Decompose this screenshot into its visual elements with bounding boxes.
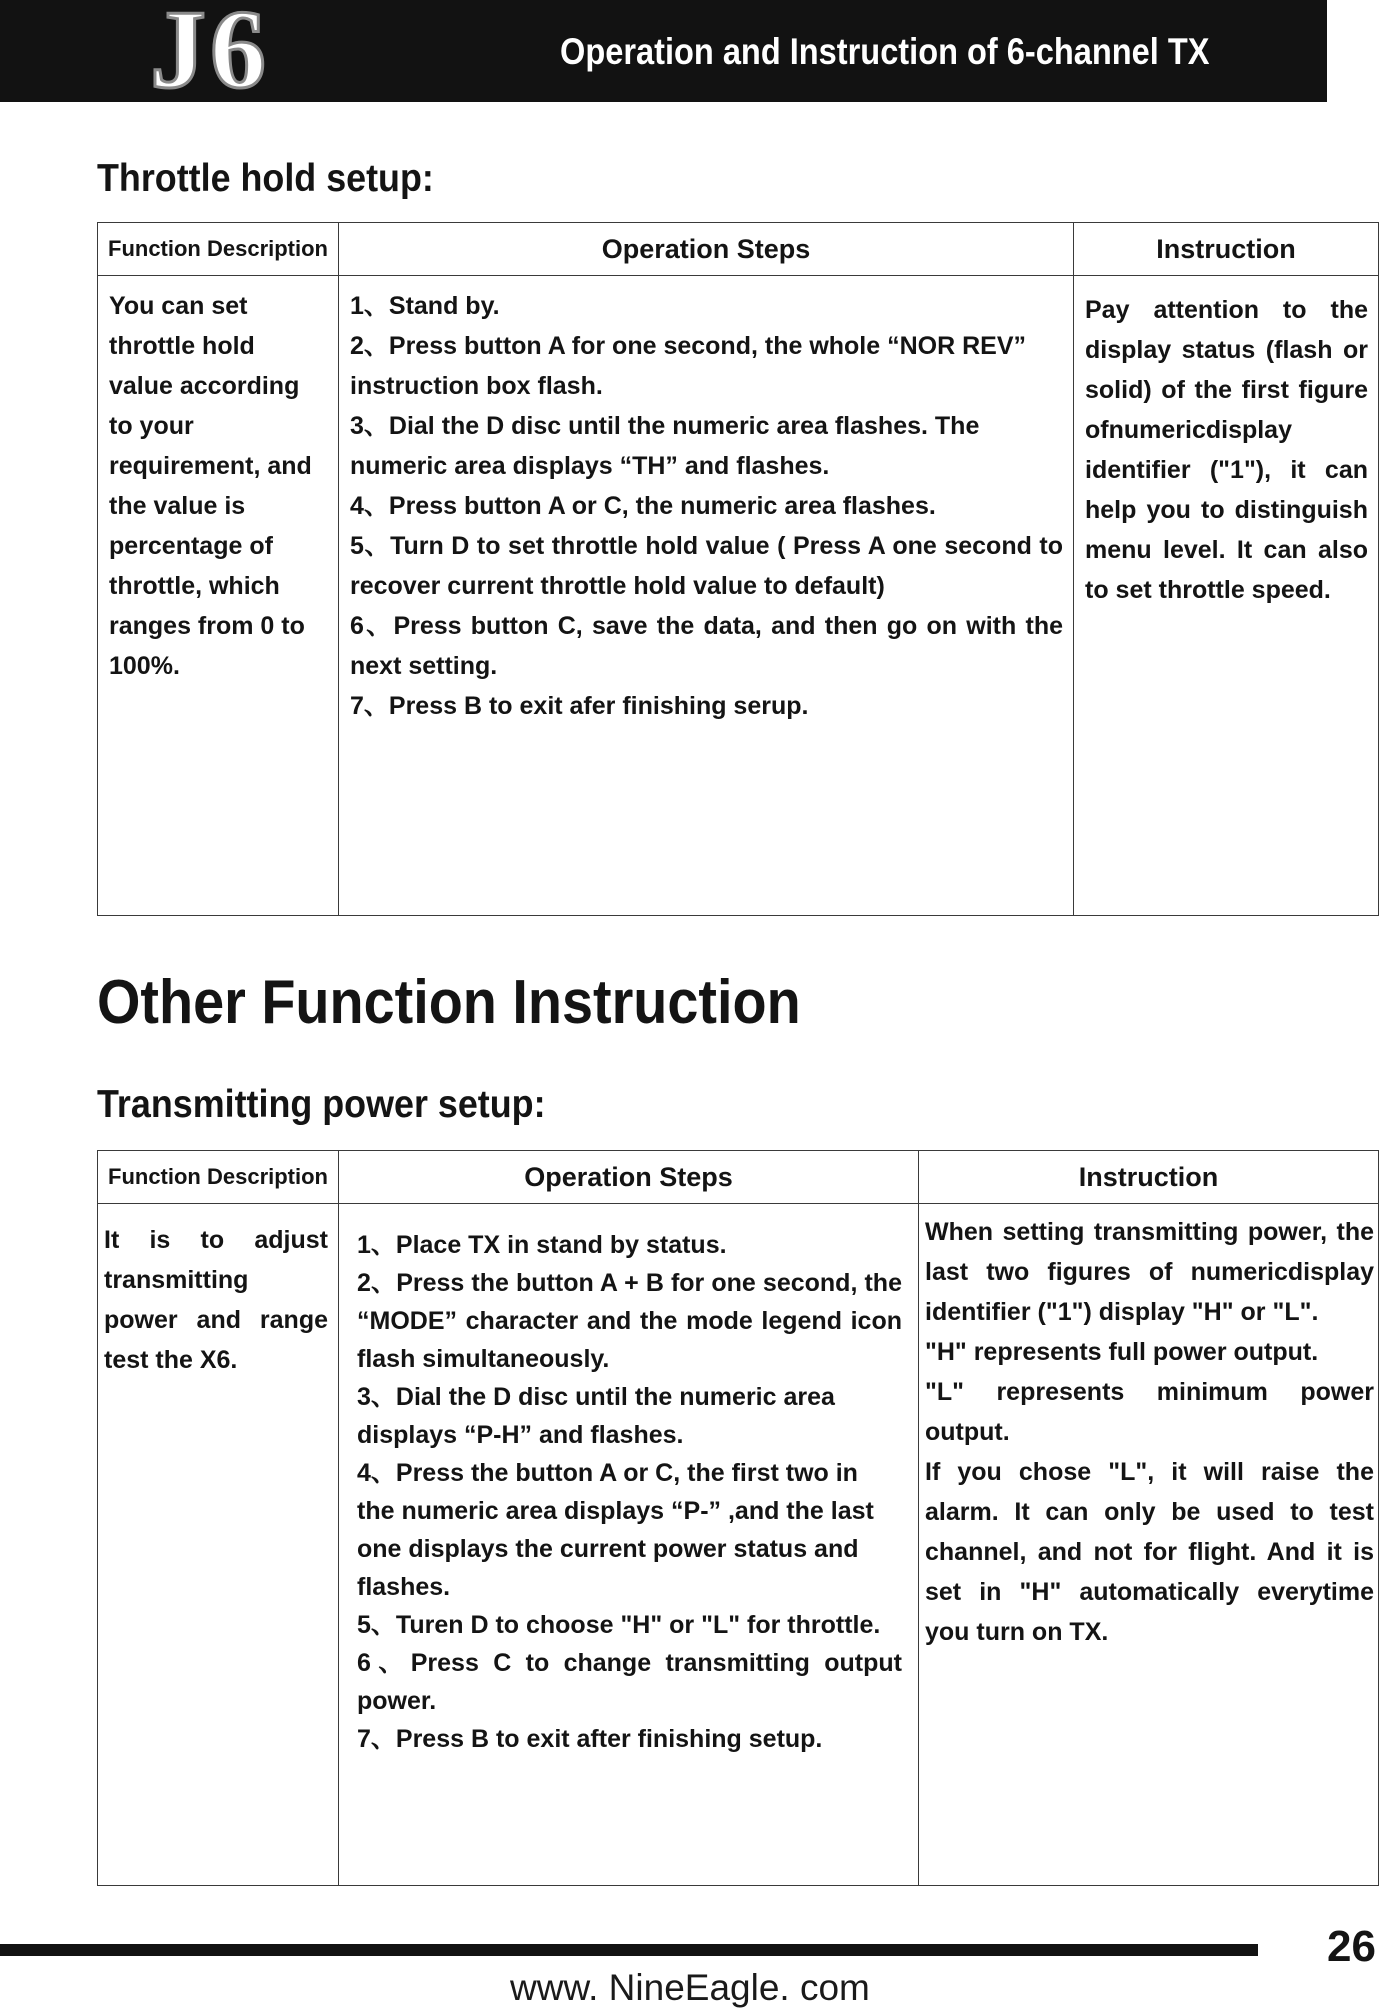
table-header-row (98, 223, 1379, 276)
step-item: 5、Turen D to choose "H" or "L" for throttle. (357, 1611, 881, 1639)
operation-steps-cell (339, 276, 1074, 916)
step-item: 3、Dial the D disc until the numeric area flashes. The numeric area displays “TH” and flashes. (350, 412, 980, 480)
step-item: 3、Dial the D disc until the numeric area displays “P-H” and flashes. (357, 1383, 835, 1449)
step-item: 4、Press button A or C, the numeric area flashes. (350, 492, 936, 520)
table-header-row (98, 1151, 1379, 1204)
table-row (98, 1204, 1379, 1886)
throttle-hold-table (97, 222, 1379, 916)
page-number: 26 (1327, 1922, 1376, 1971)
step-item: 5、Turn D to set throttle hold value ( Press A one second to recover current throttle hold value to default) (350, 532, 1063, 600)
website-url: www. NineEagle. com (510, 1967, 870, 2008)
function-description-cell: You can set throttle hold value according to your requirement, and the value is percentage of throttle, which ranges from 0 to 100%. (98, 276, 339, 916)
instruction-cell (919, 1204, 1379, 1886)
footer-rule (0, 1944, 1258, 1956)
transmitting-power-heading: Transmitting power setup: (97, 1083, 546, 1126)
column-header-function-description: Function Description (98, 223, 339, 276)
step-item: 6、Press button C, save the data, and then go on with the next setting. (350, 612, 1063, 680)
instruction-paragraph: When setting transmitting power, the last two figures of numericdisplay identifier ("1") display "H" or "L". (925, 1218, 1374, 1326)
instruction-cell: Pay attention to the display status (flash or solid) of the first figure ofnumericdisplay identifier ("1"), it can help you to distinguish menu level. It can also to set throttle speed. (1074, 276, 1379, 916)
column-header-instruction: Instruction (919, 1151, 1379, 1204)
step-item: 6、Press C to change transmitting output power. (357, 1649, 902, 1715)
operation-steps-cell (339, 1204, 919, 1886)
function-description-cell: It is to adjust transmitting power and range test the X6. (98, 1204, 339, 1886)
header-title: Operation and Instruction of 6-channel TX (560, 31, 1210, 72)
column-header-function-description: Function Description (98, 1151, 339, 1204)
step-item: 7、Press B to exit after finishing setup. (357, 1725, 823, 1753)
table-row (98, 276, 1379, 916)
step-item: 2、Press the button A + B for one second, the “MODE” character and the mode legend icon flash simultaneously. (357, 1269, 902, 1373)
other-function-heading: Other Function Instruction (97, 968, 801, 1037)
throttle-hold-heading: Throttle hold setup: (97, 157, 434, 200)
column-header-operation-steps: Operation Steps (339, 223, 1074, 276)
step-item: 4、Press the button A or C, the first two in the numeric area displays “P-” ,and the last one displays the current power status and flashes. (357, 1459, 874, 1601)
header-bar (0, 0, 1327, 112)
column-header-operation-steps: Operation Steps (339, 1151, 919, 1204)
instruction-paragraph: "L" represents minimum power output. (925, 1378, 1374, 1446)
step-item: 2、Press button A for one second, the whole “NOR REV” instruction box flash. (350, 332, 1027, 400)
transmitting-power-table (97, 1150, 1379, 1886)
step-item: 1、Stand by. (350, 292, 500, 320)
step-item: 7、Press B to exit afer finishing serup. (350, 692, 809, 720)
column-header-instruction: Instruction (1074, 223, 1379, 276)
instruction-paragraph: If you chose "L", it will raise the alarm. It can only be used to test channel, and not for flight. And it is set in "H" automatically everytime you turn on TX. (925, 1458, 1374, 1646)
step-item: 1、Place TX in stand by status. (357, 1231, 727, 1259)
j6-logo: J6 (150, 0, 270, 112)
instruction-paragraph: "H" represents full power output. (925, 1338, 1319, 1366)
